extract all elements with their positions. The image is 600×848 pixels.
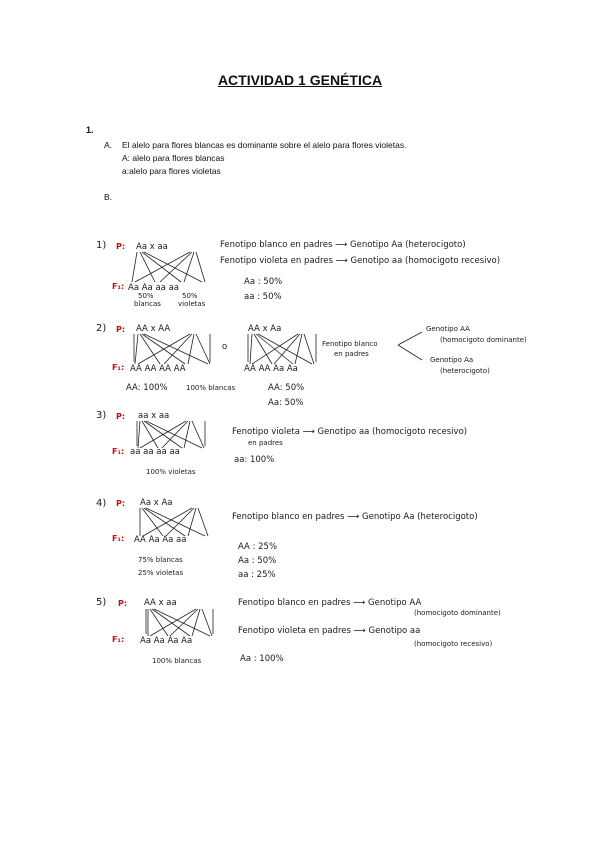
case1-pct2-label: violetas bbox=[178, 300, 206, 308]
case3-note1b: en padres bbox=[248, 439, 283, 447]
page-title: ACTIVIDAD 1 GENÉTICA bbox=[217, 72, 383, 88]
case3-number: 3) bbox=[96, 410, 107, 421]
case2-right-lines bbox=[248, 332, 422, 364]
case1-note2: Fenotipo violeta en padres ⟶ Genotipo aa (homocigoto recesivo) bbox=[220, 256, 501, 266]
case5-lines bbox=[146, 609, 213, 636]
case3-p-label: P: bbox=[116, 412, 126, 421]
case2-branch1: Genotipo AA bbox=[426, 325, 470, 333]
case2-number: 2) bbox=[96, 323, 107, 334]
case2-f1: AA AA AA AA bbox=[130, 364, 186, 374]
case4-f1-label: F₁: bbox=[112, 534, 125, 543]
case1-parents: Aa x aa bbox=[136, 242, 168, 252]
case4-parents: Aa x Aa bbox=[140, 498, 173, 508]
case4-f1: AA Aa Aa aa bbox=[134, 535, 187, 545]
case5-pct: 100% blancas bbox=[152, 657, 202, 665]
case1-lines bbox=[132, 252, 205, 282]
case4-ratio2: Aa : 50% bbox=[238, 556, 277, 566]
case2-ratio3: Aa: 50% bbox=[268, 398, 304, 408]
case5-note2b: (homocigoto recesivo) bbox=[414, 640, 493, 648]
case5-ratio1: Aa : 100% bbox=[240, 654, 284, 664]
case2-parents: AA x AA bbox=[136, 324, 171, 334]
case4-pct2: 25% violetas bbox=[138, 569, 184, 577]
case3-lines bbox=[137, 421, 205, 448]
question-number: 1. bbox=[86, 125, 94, 135]
item-a-text: El alelo para flores blancas es dominante sobre el alelo para flores violetas. bbox=[122, 140, 407, 150]
case4-pct1: 75% blancas bbox=[138, 556, 183, 564]
case5-f1: Aa Aa Aa Aa bbox=[140, 636, 193, 646]
case2-ratio2: AA: 50% bbox=[268, 383, 305, 393]
case2-f1-label: F₁: bbox=[112, 363, 125, 372]
case3-note1: Fenotipo violeta ⟶ Genotipo aa (homocigoto recesivo) bbox=[232, 427, 468, 437]
case2-left-lines bbox=[134, 334, 210, 364]
item-b-label: B. bbox=[104, 192, 113, 202]
case3-pct: 100% violetas bbox=[146, 468, 196, 476]
case2-parents-b: AA x Aa bbox=[248, 324, 282, 334]
case3-ratio1: aa: 100% bbox=[234, 455, 275, 465]
case2-branch2b: (heterocigoto) bbox=[440, 367, 490, 375]
case5-note1: Fenotipo blanco en padres ⟶ Genotipo AA bbox=[238, 598, 422, 608]
case1-f1-label: F₁: bbox=[112, 282, 125, 291]
case4-number: 4) bbox=[96, 498, 107, 509]
case2-branch1b: (homocigoto dominante) bbox=[440, 336, 527, 344]
case3-f1-label: F₁: bbox=[112, 447, 125, 456]
case4-lines bbox=[140, 508, 208, 536]
case1-pct2: 50% bbox=[182, 292, 198, 300]
case4-ratio3: aa : 25% bbox=[238, 570, 276, 580]
case4-ratio1: AA : 25% bbox=[238, 542, 278, 552]
case1-pct1-label: blancas bbox=[134, 300, 161, 308]
case2-p-label: P: bbox=[116, 325, 126, 334]
case1-ratio2: aa : 50% bbox=[244, 292, 282, 302]
case1-f1: Aa Aa aa aa bbox=[128, 283, 179, 293]
case5-number: 5) bbox=[96, 597, 107, 608]
case2-branch2: Genotipo Aa bbox=[430, 356, 474, 364]
case1-ratio1: Aa : 50% bbox=[244, 277, 283, 287]
case3-parents: aa x aa bbox=[138, 411, 170, 421]
case4-p-label: P: bbox=[116, 499, 126, 508]
case2-note1b: en padres bbox=[334, 350, 369, 358]
case5-note2: Fenotipo violeta en padres ⟶ Genotipo aa bbox=[238, 626, 421, 636]
item-a-label: A. bbox=[104, 140, 113, 150]
case3-f1: aa aa aa aa bbox=[130, 447, 180, 457]
case5-parents: AA x aa bbox=[144, 598, 177, 608]
case1-p-label: P: bbox=[116, 242, 126, 251]
case2-ratio-mid: 100% blancas bbox=[186, 384, 236, 392]
allele-dominant-definition: A: alelo para flores blancas bbox=[122, 153, 225, 163]
case1-note1: Fenotipo blanco en padres ⟶ Genotipo Aa (heterocigoto) bbox=[220, 240, 466, 250]
case5-p-label: P: bbox=[118, 599, 128, 608]
case1-number: 1) bbox=[96, 240, 107, 251]
case5-note1b: (homocigoto dominante) bbox=[414, 609, 501, 617]
case2-f1-b: AA AA Aa Aa bbox=[244, 364, 298, 374]
case2-or: o bbox=[222, 342, 228, 352]
case2-note1: Fenotipo blanco bbox=[322, 340, 378, 348]
case5-f1-label: F₁: bbox=[112, 635, 125, 644]
case4-note1: Fenotipo blanco en padres ⟶ Genotipo Aa (heterocigoto) bbox=[232, 512, 478, 522]
allele-recessive-definition: a:alelo para flores violetas bbox=[122, 166, 221, 176]
case2-ratio1: AA: 100% bbox=[126, 383, 168, 393]
case1-pct1: 50% bbox=[138, 292, 154, 300]
